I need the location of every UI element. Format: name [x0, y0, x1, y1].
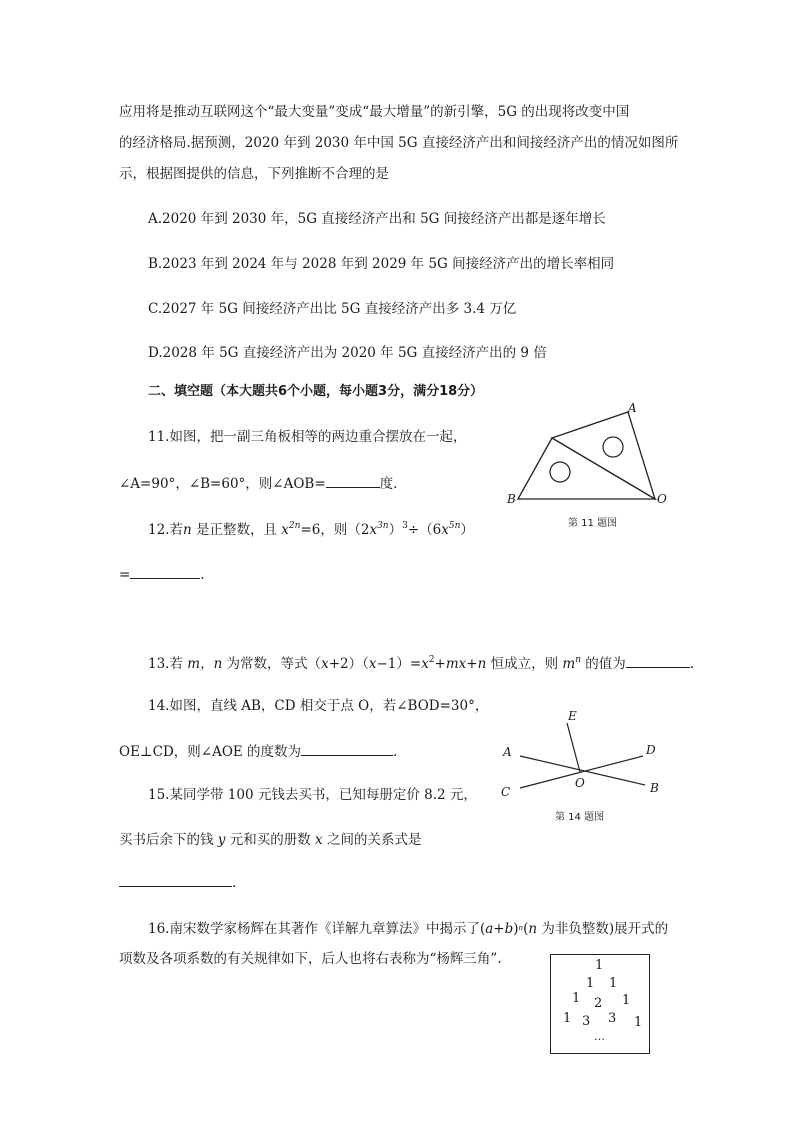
q11-triangle-right — [552, 412, 655, 499]
q12-line-2: = . — [119, 567, 205, 583]
q15-line-2: 买书后余下的钱 y 元和买的册数 x 之间的关系式是 — [119, 832, 422, 848]
yanghui-r4-c4: 1 — [634, 1015, 643, 1030]
q14-label-e: E — [568, 709, 577, 723]
q14-line-2: OE⊥CD，则∠AOE 的度数为 . — [119, 744, 398, 760]
q11-triangle-left — [518, 438, 655, 499]
option-b: B.2023 年到 2024 年与 2028 年到 2029 年 5G 间接经济产出的增长率相同 — [148, 256, 615, 272]
q14-answer-blank[interactable] — [301, 742, 393, 756]
yanghui-r3-c2: 2 — [594, 996, 603, 1011]
yanghui-r2-c2: 1 — [609, 976, 618, 991]
yanghui-r4-c1: 1 — [563, 1011, 572, 1026]
q14-label-c: C — [501, 785, 511, 799]
q14-label-d: D — [646, 743, 656, 757]
q12-line-1: 12.若n 是正整数，且 $x^{2n}=6$，则$(2x^{3n})^3\div(6x^{5n})$ — [148, 521, 474, 538]
yanghui-r4-c2: 3 — [582, 1014, 591, 1029]
q14-label-a: A — [503, 745, 512, 759]
yanghui-r1-c1: 1 — [595, 958, 604, 973]
q11-label-b: B — [507, 492, 516, 506]
q11-angle-a: ∠A=90° — [119, 476, 176, 492]
q14-line-1: 14.如图，直线 AB，CD 相交于点 O，若∠BOD=30°， — [148, 698, 489, 714]
q11-ask: ，则∠AOB= — [245, 476, 326, 492]
q11-label-a: A — [628, 401, 637, 415]
q15-line-3: . — [119, 873, 236, 892]
yanghui-r3-c1: 1 — [572, 991, 581, 1006]
section-heading: 二、填空题（本大题共6个小题，每小题3分，满分18分） — [148, 384, 484, 399]
q11-circle-left — [550, 462, 570, 482]
q11-line-1: 11.如图，把一副三角板相等的两边重合摆放在一起， — [148, 429, 467, 445]
q11-label-o: O — [657, 492, 667, 506]
q16-line-2: 项数及各项系数的有关规律如下，后人也将右表称为“杨辉三角”. — [119, 951, 502, 967]
yanghui-r2-c1: 1 — [586, 976, 595, 991]
q14-label-o: O — [575, 776, 585, 790]
q11-line-2: ∠A=90°，∠B=60°，则∠AOB= 度. — [119, 476, 398, 492]
intro-line-2: 的经济格局.据预测，2020 年到 2030 年中国 5G 直接经济产出和间接经济产出的情况如图所 — [119, 135, 679, 151]
intro-line-3: 示，根据图提供的信息，下列推断不合理的是 — [119, 166, 389, 182]
q11-unit: 度. — [379, 476, 398, 492]
option-a: A.2020 年到 2030 年，5G 直接经济产出和 5G 间接经济产出都是逐年增长 — [148, 211, 606, 227]
option-d: D.2028 年 5G 直接经济产出为 2020 年 5G 直接经济产出的 9 倍 — [148, 345, 547, 361]
q13-line: 13.若 m，n 为常数，等式$(x+2)(x-1)=x^2+mx+n$ 恒成立，则 $m^n$ 的值为 . — [148, 655, 695, 672]
q11-figure-caption: 第 11 题图 — [568, 518, 618, 529]
q16-line-1: 16.南宋数学家杨辉在其著作《详解九章算法》中揭示了$(a+b)^n(n$ 为非负整数)展开式的 — [148, 921, 669, 937]
q14-ray-oe — [567, 723, 580, 772]
q11-figure — [500, 395, 690, 530]
yanghui-r4-c3: 3 — [608, 1011, 617, 1026]
q11-answer-blank[interactable] — [326, 474, 380, 488]
yanghui-dots: … — [594, 1030, 605, 1043]
q15-answer-blank[interactable] — [119, 873, 232, 887]
option-c: C.2027 年 5G 间接经济产出比 5G 直接经济产出多 3.4 万亿 — [148, 301, 517, 317]
q12-answer-blank[interactable] — [130, 565, 200, 579]
q15-line-1: 15.某同学带 100 元钱去买书，已知每册定价 8.2 元， — [148, 787, 477, 803]
q13-answer-blank[interactable] — [626, 654, 690, 668]
q14-label-b: B — [650, 781, 659, 795]
q11-circle-right — [603, 437, 623, 457]
yanghui-r3-c3: 1 — [622, 993, 631, 1008]
q14-figure-caption: 第 14 题图 — [555, 812, 605, 823]
intro-line-1: 应用将是推动互联网这个“最大变量”变成“最大增量”的新引擎，5G 的出现将改变中国 — [119, 104, 630, 120]
q11-angle-b: ∠B=60° — [188, 476, 246, 492]
